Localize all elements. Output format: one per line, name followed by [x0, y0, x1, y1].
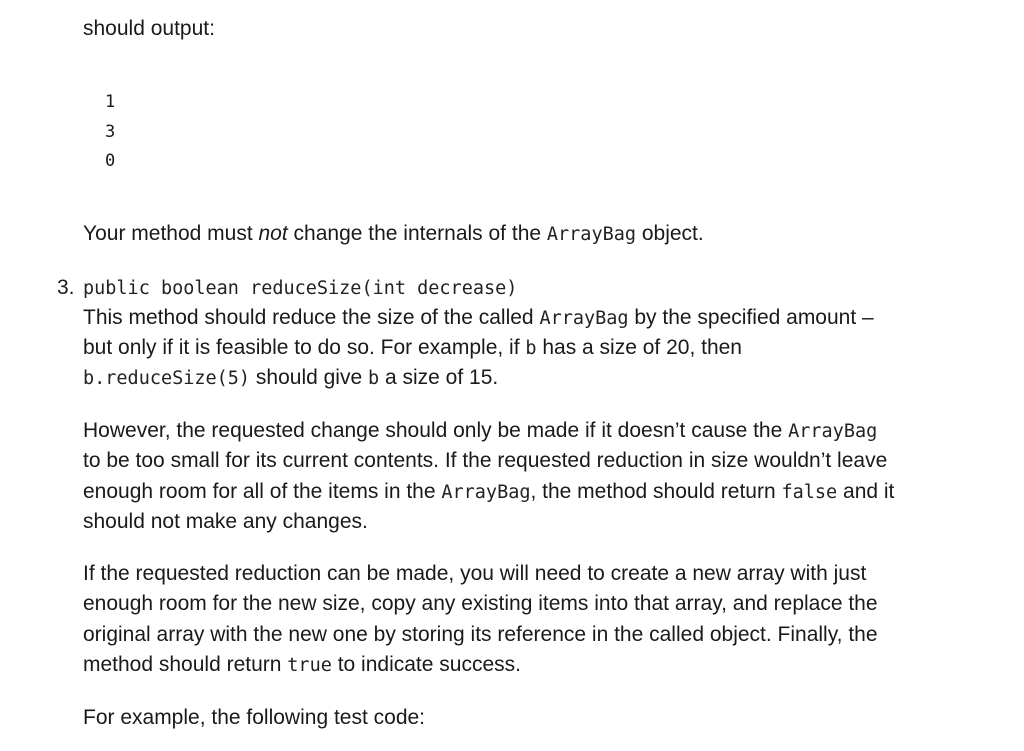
paragraph-line: For example, the following test code:: [83, 706, 426, 729]
description-line: [83, 363, 498, 394]
method-signature: [83, 273, 517, 304]
note-emphasis: not: [258, 222, 288, 245]
text: and it: [837, 480, 895, 503]
inline-code: b: [368, 368, 380, 389]
note-text: change the internals of the: [287, 222, 547, 245]
signature-code: public boolean reduceSize(int decrease): [83, 278, 518, 299]
paragraph-line: to be too small for its current contents. If the requested reduction in size wouldn’t leave: [83, 449, 888, 472]
text: method should return: [83, 653, 288, 676]
note-text: Your method must: [83, 222, 259, 245]
description-line: [83, 333, 742, 364]
output-line: 3: [105, 122, 116, 142]
text: enough room for all of the items in the: [83, 480, 442, 503]
paragraph-line: If the requested reduction can be made, you will need to create a new array with just: [83, 562, 867, 585]
internals-note: [83, 219, 704, 250]
inline-code: ArrayBag: [441, 482, 531, 503]
text: but only if it is feasible to do so. For example, if: [83, 336, 526, 359]
inline-code: ArrayBag: [788, 421, 878, 442]
text: to indicate success.: [331, 653, 521, 676]
inline-code: ArrayBag: [539, 308, 629, 329]
description-line: [83, 303, 874, 334]
output-line: 1: [105, 92, 116, 112]
output-line: 0: [105, 151, 116, 171]
text: However, the requested change should only be made if it doesn’t cause the: [83, 419, 789, 442]
text: a size of 15.: [379, 366, 499, 389]
paragraph-line: [83, 416, 877, 447]
inline-code: false: [781, 482, 838, 503]
inline-code: b.reduceSize(5): [83, 368, 251, 389]
list-item-number: 3.: [57, 276, 75, 299]
should-output-text: should output:: [83, 17, 215, 40]
paragraph-line: [83, 650, 521, 681]
text: This method should reduce the size of the called: [83, 306, 540, 329]
inline-code: ArrayBag: [546, 224, 636, 245]
note-text: object.: [636, 222, 704, 245]
paragraph-line: enough room for the new size, copy any existing items into that array, and replace the: [83, 592, 878, 615]
paragraph-line: should not make any changes.: [83, 510, 368, 533]
text: should give: [250, 366, 368, 389]
inline-code: b: [525, 338, 537, 359]
paragraph-line: original array with the new one by storing its reference in the called object. Finally, the: [83, 623, 878, 646]
text: , the method should return: [530, 480, 782, 503]
text: has a size of 20, then: [536, 336, 742, 359]
text: by the specified amount –: [628, 306, 874, 329]
inline-code: true: [287, 655, 332, 676]
paragraph-line: [83, 477, 894, 508]
